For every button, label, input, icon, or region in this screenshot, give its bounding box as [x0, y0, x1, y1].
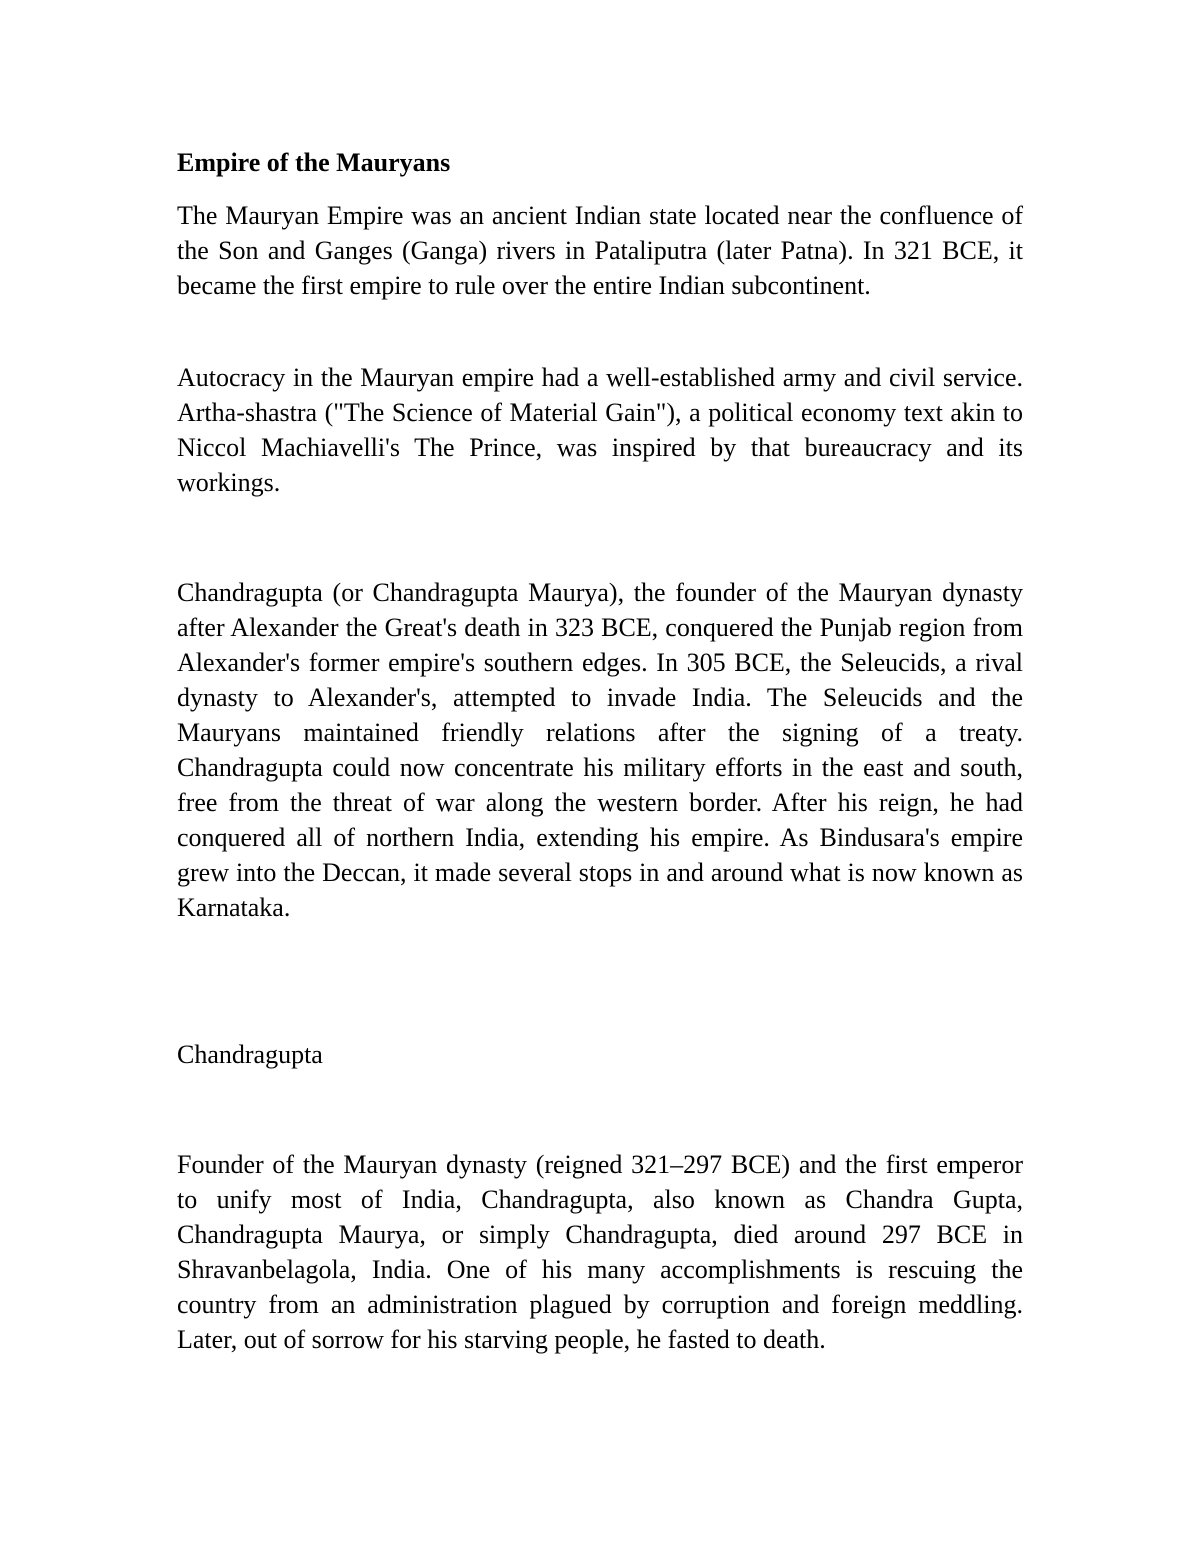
paragraph-autocracy: Autocracy in the Mauryan empire had a well-established army and civil service. Artha-shastra ("The Science of Material Gain"), a political economy text akin to Niccol Machiavelli's The Prince, was inspired by that bureaucracy and its workings.: [177, 363, 1023, 497]
paragraph-chandragupta-conquests: Chandragupta (or Chandragupta Maurya), the founder of the Mauryan dynasty after Alexander the Great's death in 323 BCE, conquered the Punjab region from Alexander's former empire's southern edges. In 305 BCE, the Seleucids, a rival dynasty to Alexander's, attempted to invade India. The Seleucids and the Mauryans maintained friendly relations after the signing of a treaty. Chandragupta could now concentrate his military efforts in the east and south, free from the threat of war along the western border. After his reign, he had conquered all of northern India, extending his empire. As Bindusara's empire grew into the Deccan, it made several stops in and around what is now known as Karnataka.: [177, 578, 1023, 922]
section-heading-chandragupta: Chandragupta: [177, 1040, 323, 1069]
paragraph-chandragupta-biography: Founder of the Mauryan dynasty (reigned 321–297 BCE) and the first emperor to unify most of India, Chandragupta, also known as Chandra Gupta, Chandragupta Maurya, or simply Chandragupta, died around 297 BCE in Shravanbelagola, India. One of his many accomplishments is rescuing the country from an administration plagued by corruption and foreign meddling. Later, out of sorrow for his starving people, he fasted to death.: [177, 1150, 1023, 1354]
paragraph-mauryan-empire-intro: The Mauryan Empire was an ancient Indian state located near the confluence of the Son and Ganges (Ganga) rivers in Pataliputra (later Patna). In 321 BCE, it became the first empire to rule over the entire Indian subcontinent.: [177, 201, 1023, 300]
document-title: Empire of the Mauryans: [177, 148, 451, 177]
